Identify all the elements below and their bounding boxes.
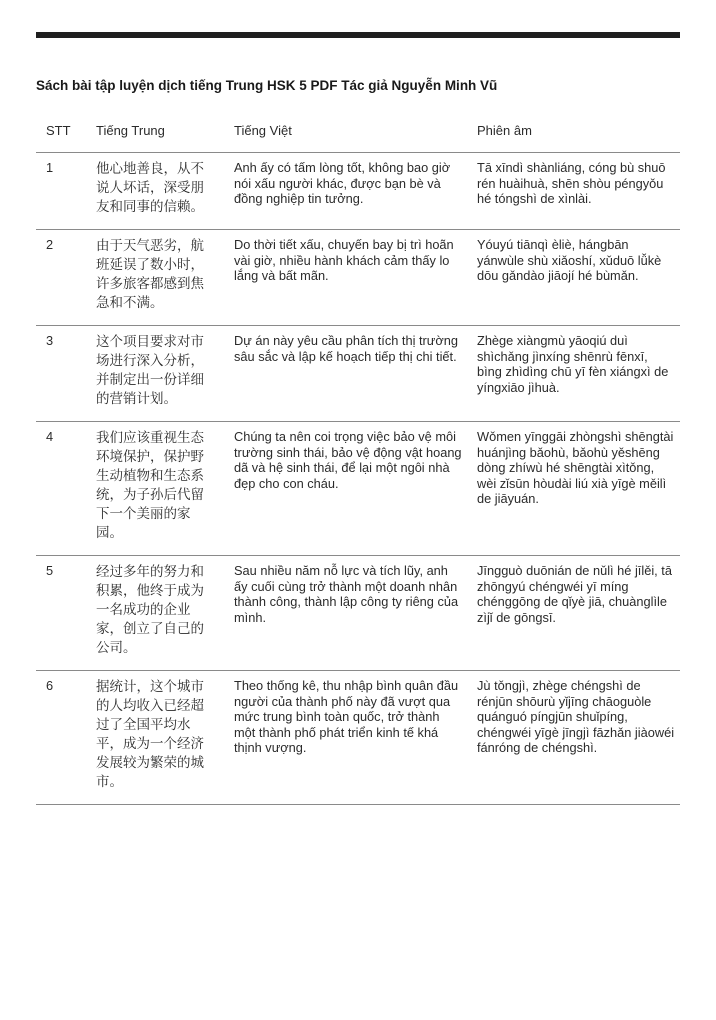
row-number: 4 <box>46 429 54 444</box>
vietnamese-cell <box>224 422 469 555</box>
table-row <box>36 422 680 556</box>
chinese-text: 经过多年的努力和积累，他终于成为一名成功的企业家，创立了自己的公司。 <box>96 564 204 656</box>
pinyin-cell <box>469 671 680 804</box>
row-number: 3 <box>46 333 54 348</box>
chinese-cell <box>84 422 224 555</box>
vietnamese-cell <box>224 230 469 325</box>
pinyin-text: Tā xīndì shànliáng, cóng bù shuō rén huàihuà, shēn shòu péngyǒu hé tóngshì de xìnlài. <box>477 160 666 206</box>
document-title: Sách bài tập luyện dịch tiếng Trung HSK 5 PDF Tác giả Nguyễn Minh Vũ <box>36 78 498 93</box>
pinyin-cell <box>469 326 680 421</box>
chinese-cell <box>84 153 224 229</box>
chinese-text: 他心地善良，从不说人坏话，深受朋友和同事的信赖。 <box>96 161 204 215</box>
chinese-text: 我们应该重视生态环境保护，保护野生动植物和生态系统，为子孙后代留下一个美丽的家园。 <box>96 430 204 541</box>
chinese-cell <box>84 556 224 670</box>
pinyin-text: Zhège xiàngmù yāoqiú duì shìchǎng jìnxíng shēnrù fēnxī, bìng zhìdìng chū yī fèn xiángxì de yíngxiāo jìhuà. <box>477 333 669 395</box>
pinyin-text: Wǒmen yīnggāi zhòngshì shēngtài huánjìng bǎohù, bǎohù yěshēng dòng zhíwù hé shēngtài xìtǒng, wèi zǐsūn hòudài liú xià yīgè měilì de jiāyuán. <box>477 429 674 506</box>
pinyin-cell <box>469 556 680 670</box>
top-divider-bar <box>36 32 680 38</box>
chinese-text: 这个项目要求对市场进行深入分析，并制定出一份详细的营销计划。 <box>96 334 204 407</box>
pinyin-text: Jīngguò duōnián de nǔlì hé jīlěi, tā zhōngyú chéngwéi yī míng chénggōng de qǐyè jiā, chuànglìle zìjǐ de gōngsī. <box>477 563 672 625</box>
pinyin-text: Jù tǒngjì, zhège chéngshì de rénjūn shōurù yǐjīng chāoguòle quánguó píngjūn shuǐpíng, chéngwéi yīgè jīngjì fāzhǎn jiàowéi fánróng de chéngshì. <box>477 678 675 755</box>
header-vietnamese: Tiếng Việt <box>234 123 292 138</box>
vietnamese-cell <box>224 671 469 804</box>
chinese-cell <box>84 326 224 421</box>
row-number: 5 <box>46 563 54 578</box>
translation-table <box>36 116 680 805</box>
vietnamese-cell <box>224 153 469 229</box>
chinese-cell <box>84 671 224 804</box>
table-row <box>36 671 680 805</box>
header-pinyin: Phiên âm <box>477 123 532 138</box>
vietnamese-text: Sau nhiều năm nỗ lực và tích lũy, anh ấy cuối cùng trở thành một doanh nhân thành công, thành lập công ty riêng của mình. <box>234 563 459 625</box>
vietnamese-text: Anh ấy có tấm lòng tốt, không bao giờ nói xấu người khác, được bạn bè và đồng nghiệp tin tưởng. <box>234 160 451 206</box>
vietnamese-text: Theo thống kê, thu nhập bình quân đầu người của thành phố này đã vượt qua mức trung bình toàn quốc, trở thành một thành phố phát triển kinh tế khá thịnh vượng. <box>234 678 459 755</box>
row-number: 1 <box>46 160 54 175</box>
pinyin-text: Yóuyú tiānqì èliè, hángbān yánwùle shù xiǎoshí, xǔduō lǚkè dōu gǎndào jiāojí hé bùmǎn. <box>477 237 662 283</box>
vietnamese-text: Chúng ta nên coi trọng việc bảo vệ môi trường sinh thái, bảo vệ động vật hoang dã và hệ sinh thái, để lại một ngôi nhà đẹp cho con cháu. <box>234 429 462 491</box>
table-row <box>36 556 680 671</box>
vietnamese-text: Dự án này yêu cầu phân tích thị trường sâu sắc và lập kế hoạch tiếp thị chi tiết. <box>234 333 459 364</box>
chinese-cell <box>84 230 224 325</box>
vietnamese-cell <box>224 556 469 670</box>
chinese-text: 由于天气恶劣，航班延误了数小时，许多旅客都感到焦急和不满。 <box>96 238 204 311</box>
vietnamese-cell <box>224 326 469 421</box>
pinyin-cell <box>469 153 680 229</box>
row-number: 2 <box>46 237 54 252</box>
pinyin-cell <box>469 230 680 325</box>
row-number: 6 <box>46 678 54 693</box>
vietnamese-text: Do thời tiết xấu, chuyến bay bị trì hoãn vài giờ, nhiều hành khách cảm thấy lo lắng và bất mãn. <box>234 237 454 283</box>
table-row <box>36 230 680 326</box>
table-row <box>36 326 680 422</box>
pinyin-cell <box>469 422 680 555</box>
table-header-row <box>36 116 680 153</box>
table-row <box>36 153 680 230</box>
chinese-text: 据统计，这个城市的人均收入已经超过了全国平均水平，成为一个经济发展较为繁荣的城市。 <box>96 679 204 790</box>
header-stt: STT <box>46 123 71 138</box>
header-chinese: Tiếng Trung <box>96 123 165 138</box>
